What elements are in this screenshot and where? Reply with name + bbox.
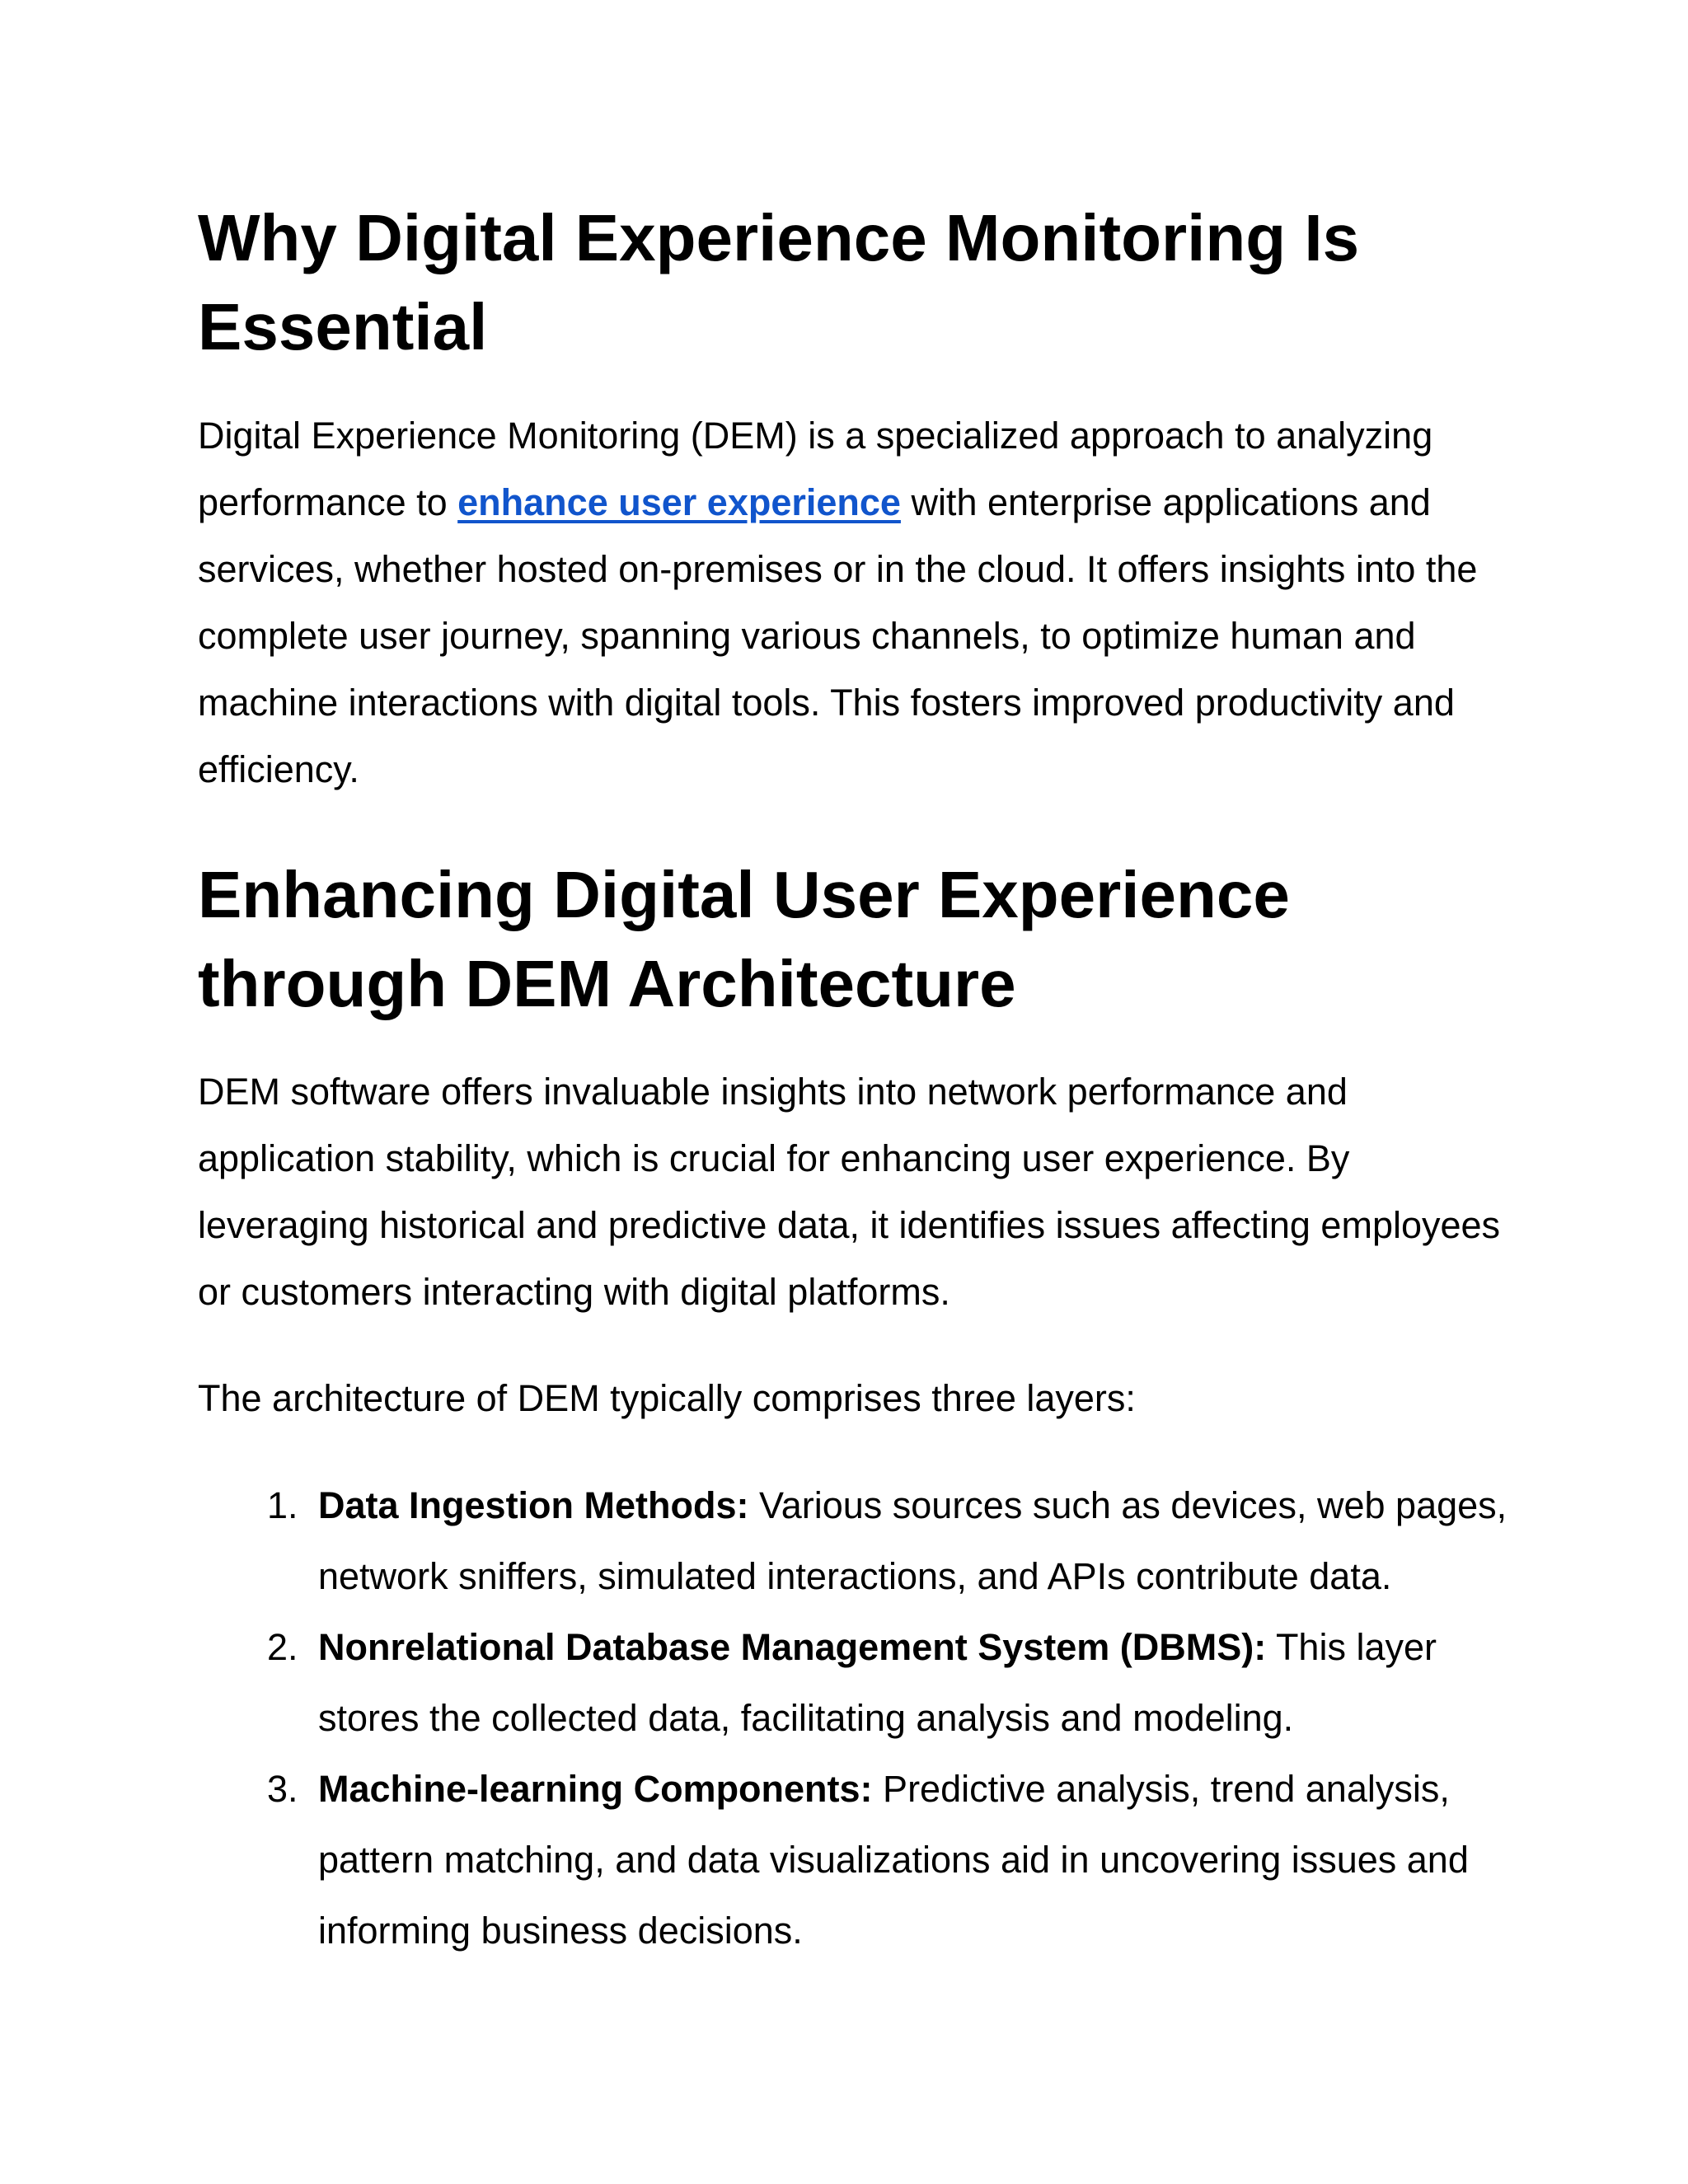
enhance-user-experience-link[interactable]: enhance user experience <box>457 481 901 523</box>
heading-line-1: Enhancing Digital User Experience <box>198 858 1290 931</box>
architecture-layers-list <box>198 1470 1508 1966</box>
list-item-number: 3. <box>267 1768 298 1810</box>
intro-text-after-link: with enterprise applications and services, whether hosted on-premises or in the cloud. It offers insights into the complete user journey, spanning various channels, to optimize human and machine interactions with digital tools. This fosters improved productivity and efficiency. <box>198 481 1478 790</box>
intro-paragraph <box>198 402 1508 803</box>
list-item-number: 2. <box>267 1626 298 1668</box>
heading-line-2: Essential <box>198 290 488 363</box>
dem-software-paragraph: DEM software offers invaluable insights into network performance and application stability, which is crucial for enhancing user experience. By leveraging historical and predictive data, it identifies issues affecting employees or customers interacting with digital platforms. <box>198 1071 1501 1313</box>
section-heading-why-dem <box>198 194 1508 372</box>
heading-line-1: Why Digital Experience Monitoring Is <box>198 201 1360 274</box>
list-item-number: 1. <box>267 1484 298 1526</box>
heading-line-2: through DEM Architecture <box>198 947 1016 1020</box>
list-item-text: Predictive analysis, trend analysis, pattern matching, and data visualizations aid in uncovering issues and informing business decisions. <box>318 1768 1469 1952</box>
list-item-text: Various sources such as devices, web pages, network sniffers, simulated interactions, and APIs contribute data. <box>318 1484 1507 1597</box>
document-page <box>198 194 1508 1966</box>
list-item-term: Data Ingestion Methods: <box>318 1484 749 1526</box>
list-item <box>198 1754 1508 1966</box>
list-item-term: Machine-learning Components: <box>318 1768 873 1810</box>
list-item <box>198 1612 1508 1754</box>
list-item-term: Nonrelational Database Management System (DBMS): <box>318 1626 1267 1668</box>
section-heading-dem-architecture <box>198 851 1508 1029</box>
architecture-intro-paragraph: The architecture of DEM typically comprises three layers: <box>198 1377 1136 1419</box>
intro-text-before-link: Digital Experience Monitoring (DEM) is a specialized approach to analyzing performance to <box>198 415 1433 523</box>
list-item-text: This layer stores the collected data, facilitating analysis and modeling. <box>318 1626 1437 1739</box>
list-item <box>198 1470 1508 1612</box>
